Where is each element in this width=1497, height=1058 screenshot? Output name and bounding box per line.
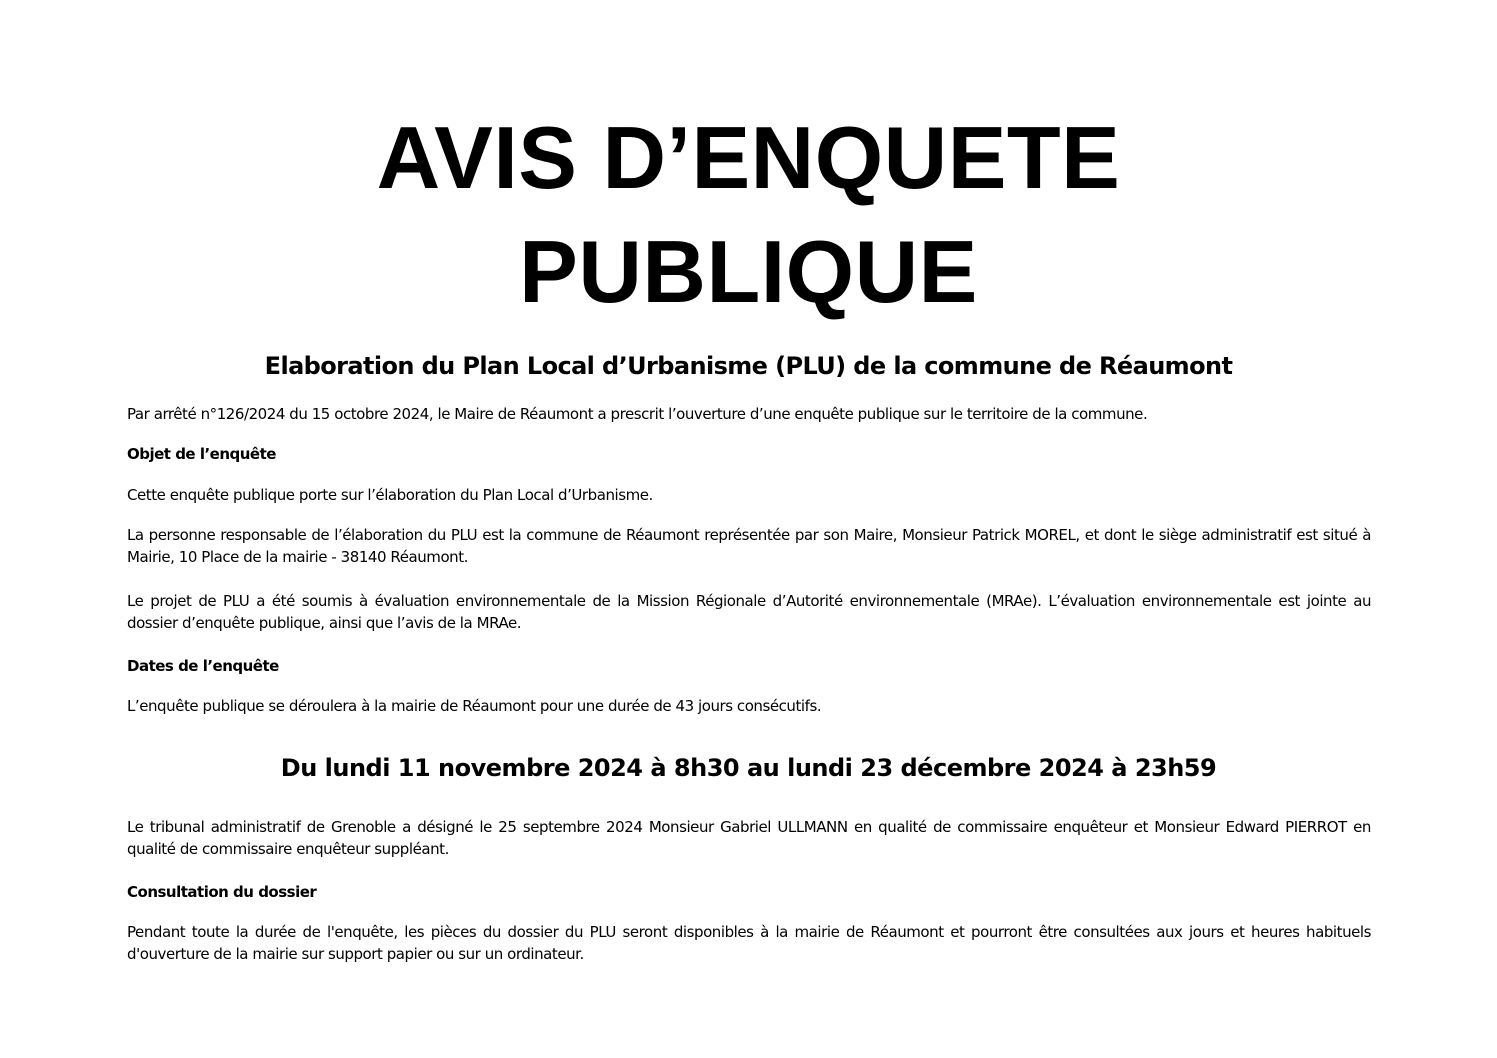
notice-subtitle: Elaboration du Plan Local d’Urbanisme (PLU) de la commune de Réaumont [264, 352, 1233, 380]
consultation-heading: Consultation du dossier [127, 883, 317, 901]
objet-heading: Objet de l’enquête [127, 445, 276, 463]
objet-paragraph-2: La personne responsable de l’élaboration du PLU est la commune de Réaumont représentée par son Maire, Monsieur Patrick MOREL, et dont le siège administratif est situé à Mairie, 10 Place de la mairie - 38140 Réaumont. [127, 526, 1371, 566]
enquete-date-range: Du lundi 11 novembre 2024 à 8h30 au lundi 23 décembre 2024 à 23h59 [280, 754, 1217, 782]
notice-title-line-2: PUBLIQUE [519, 222, 978, 321]
intro-paragraph: Par arrêté n°126/2024 du 15 octobre 2024, le Maire de Réaumont a prescrit l’ouverture d’une enquête publique sur le territoire de la commune. [127, 405, 1148, 423]
objet-paragraph-1: Cette enquête publique porte sur l’élaboration du Plan Local d’Urbanisme. [127, 486, 653, 504]
dates-paragraph-1: L’enquête publique se déroulera à la mairie de Réaumont pour une durée de 43 jours consécutifs. [127, 697, 822, 715]
objet-paragraph-3: Le projet de PLU a été soumis à évaluation environnementale de la Mission Régionale d’Autorité environnementale (MRAe). L’évaluation environnementale est jointe au dossier d’enquête publique, ainsi que l’avis de la MRAe. [127, 592, 1371, 632]
consultation-paragraph-1: Pendant toute la durée de l'enquête, les pièces du dossier du PLU seront disponibles à la mairie de Réaumont et pourront être consultées aux jours et heures habituels d'ouverture de la mairie sur support papier ou sur un ordinateur. [127, 923, 1371, 963]
dates-heading: Dates de l’enquête [127, 657, 279, 675]
dates-paragraph-2: Le tribunal administratif de Grenoble a désigné le 25 septembre 2024 Monsieur Gabriel ULLMANN en qualité de commissaire enquêteur et Monsieur Edward PIERROT en qualité de commissaire enquêteur suppléant. [127, 818, 1371, 858]
notice-title-line-1: AVIS D’ENQUETE [376, 108, 1121, 207]
